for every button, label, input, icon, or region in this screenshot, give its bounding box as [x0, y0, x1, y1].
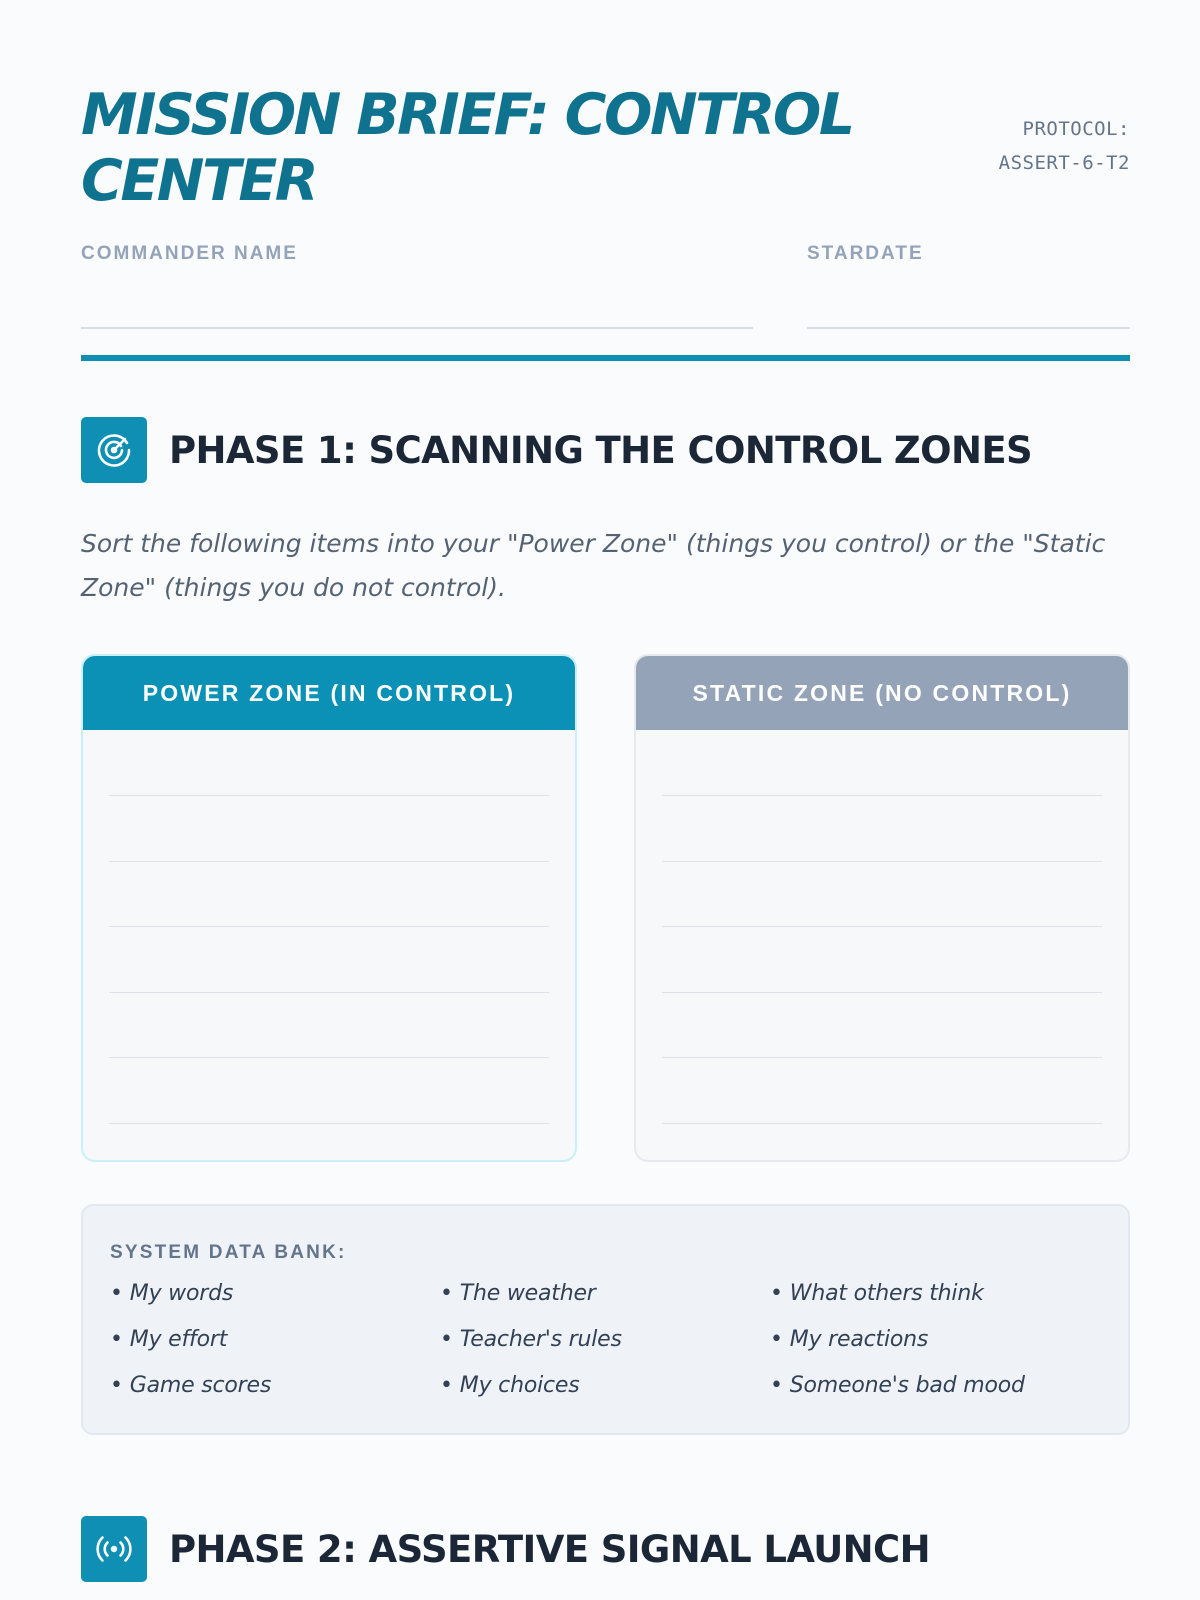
static-zone-box: [634, 654, 1130, 1162]
power-zone-header: POWER ZONE (IN CONTROL): [83, 656, 575, 730]
worksheet-page: [81, 0, 1130, 1600]
static-zone-lines[interactable]: [636, 730, 1128, 1162]
protocol-value: ASSERT-6-T2: [998, 152, 1130, 174]
commander-name-label: COMMANDER NAME: [81, 243, 298, 264]
power-zone-line[interactable]: [109, 926, 549, 927]
system-data-bank: [81, 1204, 1130, 1435]
data-bank-item: • My words: [110, 1281, 233, 1306]
broadcast-signal-icon: [81, 1516, 147, 1582]
static-zone-header: STATIC ZONE (NO CONTROL): [636, 656, 1128, 730]
commander-name-field[interactable]: [81, 243, 753, 265]
static-zone-line[interactable]: [662, 926, 1102, 927]
power-zone-lines[interactable]: [83, 730, 575, 1162]
static-zone-line[interactable]: [662, 861, 1102, 862]
data-bank-item: • My reactions: [770, 1327, 928, 1352]
static-zone-line[interactable]: [662, 795, 1102, 796]
static-zone-line[interactable]: [662, 992, 1102, 993]
data-bank-item: • My effort: [110, 1327, 227, 1352]
page-title: MISSION BRIEF: CONTROL CENTER: [81, 82, 853, 214]
data-bank-item: • My choices: [440, 1373, 579, 1398]
data-bank-item: • Teacher's rules: [440, 1327, 622, 1352]
data-bank-item: • Game scores: [110, 1373, 271, 1398]
stardate-line[interactable]: [807, 327, 1130, 329]
stardate-field[interactable]: [807, 243, 1130, 265]
radar-icon: [81, 417, 147, 483]
header-divider: [81, 355, 1130, 361]
power-zone-line[interactable]: [109, 1123, 549, 1124]
power-zone-box: [81, 654, 577, 1162]
power-zone-line[interactable]: [109, 992, 549, 993]
static-zone-line[interactable]: [662, 1057, 1102, 1058]
protocol-label: PROTOCOL:: [1022, 118, 1130, 140]
data-bank-title: SYSTEM DATA BANK:: [110, 1242, 347, 1263]
data-bank-item: • The weather: [440, 1281, 596, 1306]
stardate-label: STARDATE: [807, 243, 924, 264]
commander-name-line[interactable]: [81, 327, 753, 329]
phase-1-title: PHASE 1: SCANNING THE CONTROL ZONES: [169, 428, 1033, 472]
phase-2-heading: [81, 1516, 930, 1582]
phase-2-title: PHASE 2: ASSERTIVE SIGNAL LAUNCH: [169, 1527, 930, 1571]
power-zone-line[interactable]: [109, 861, 549, 862]
power-zone-line[interactable]: [109, 795, 549, 796]
header: [81, 82, 1130, 222]
protocol-code: [999, 112, 1130, 180]
data-bank-item: • Someone's bad mood: [770, 1373, 1025, 1398]
power-zone-line[interactable]: [109, 1057, 549, 1058]
phase-1-heading: [81, 417, 1032, 483]
static-zone-line[interactable]: [662, 1123, 1102, 1124]
phase-1-instructions: Sort the following items into your "Power Zone" (things you control) or the "Static Zone" (things you do not control).: [81, 529, 1106, 602]
data-bank-item: • What others think: [770, 1281, 984, 1306]
